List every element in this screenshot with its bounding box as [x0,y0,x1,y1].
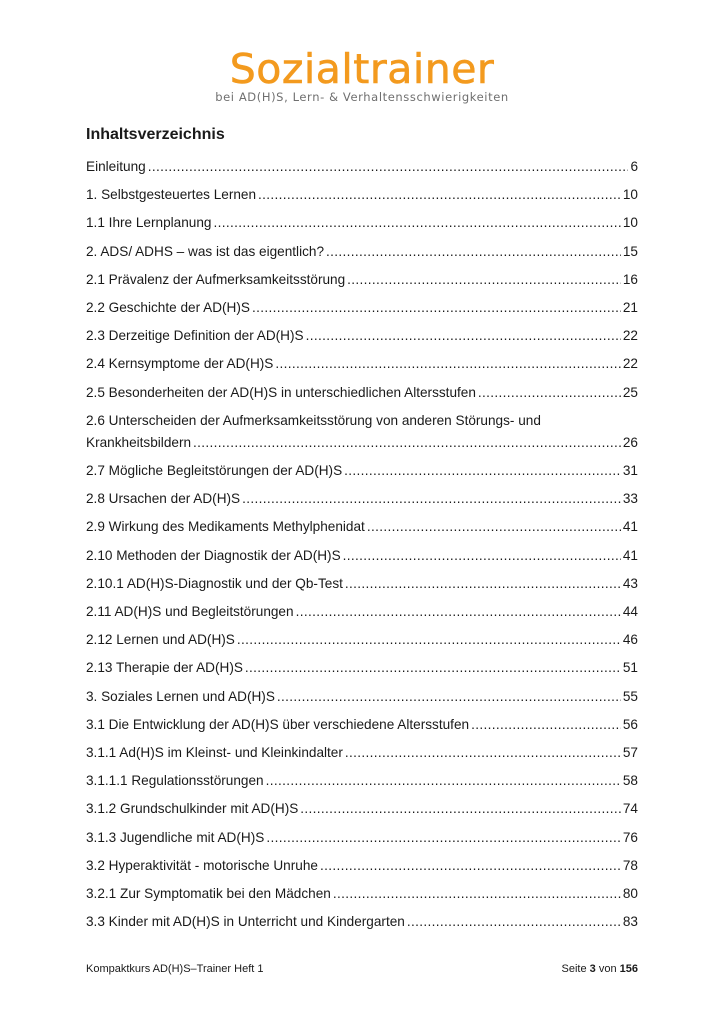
toc-entry-title: 2.4 Kernsymptome der AD(H)S [86,356,274,372]
toc-entry-line [86,297,638,319]
toc-entry[interactable] [86,241,638,263]
toc-entry-page: 76 [622,829,638,845]
toc-entry-title: 2.5 Besonderheiten der AD(H)S in unterschiedlichen Altersstufen [86,384,476,400]
dot-leader [266,827,621,849]
toc-entry-page: 31 [622,463,638,478]
toc-entry-title: 3.1 Die Entwicklung der AD(H)S über verschiedene Altersstufen [86,716,470,732]
toc-entry-title: 2.13 Therapie der AD(H)S [86,660,243,676]
toc-entry-page: 6 [630,159,638,174]
footer-page-number [562,962,639,976]
toc-entry-line [86,714,638,736]
dot-leader [347,269,621,291]
toc-entry[interactable] [86,601,638,623]
toc-entry-line [86,212,638,234]
toc-entry-title: 2.10.1 AD(H)S-Diagnostik und der Qb-Test [86,575,343,591]
toc-entry-page: 10 [622,215,638,231]
toc-entry[interactable] [86,460,638,482]
dot-leader [471,714,621,736]
footer-page-prefix: Seite [561,963,587,975]
dot-leader [367,516,621,538]
toc-entry-line [86,657,638,679]
toc-entry-title: 2.11 AD(H)S und Begleitstörungen [86,604,294,619]
toc-entry-title: 3.1.3 Jugendliche mit AD(H)S [86,829,265,845]
dot-leader [252,297,621,319]
dot-leader [266,770,621,792]
dot-leader [193,432,621,454]
toc-entry-title: Einleitung [86,159,146,174]
dot-leader [148,156,629,178]
toc-entry[interactable] [86,516,638,538]
toc-entry-line [86,742,638,764]
toc-entry-page: 57 [622,745,638,760]
toc-entry-line [86,827,638,849]
toc-entry-line [86,798,638,820]
toc-entry[interactable] [86,855,638,877]
toc-entry[interactable] [86,714,638,736]
toc-entry[interactable] [86,325,638,347]
toc-entry[interactable] [86,184,638,206]
toc-entry-page: 55 [622,688,638,704]
toc-entry-line [86,573,638,595]
toc-entry-line [86,629,638,651]
toc-entry-page: 33 [622,491,638,507]
toc-entry[interactable] [86,827,638,849]
toc-entry[interactable] [86,798,638,820]
toc-entry-line [86,353,638,375]
toc-entry-line [86,545,638,567]
toc-entry-title: 2.7 Mögliche Begleitstörungen der AD(H)S [86,463,343,478]
toc-entry-title: 3. Soziales Lernen und AD(H)S [86,688,275,704]
toc-entry[interactable] [86,686,638,708]
footer-page-sep: von [598,963,617,975]
toc-entry-page: 46 [622,632,638,648]
toc-entry[interactable] [86,382,638,404]
toc-entry-line [86,488,638,510]
dot-leader [306,325,621,347]
table-of-contents [86,124,638,930]
toc-entry-line [86,855,638,877]
dot-leader [320,855,621,877]
toc-entry-page: 22 [622,356,638,372]
toc-entry-page: 74 [622,801,638,817]
toc-entry-title: 3.3 Kinder mit AD(H)S in Unterricht und Kindergarten [86,914,405,930]
toc-entry-page: 78 [622,857,638,873]
toc-entry[interactable] [86,353,638,375]
dot-leader [296,601,621,623]
toc-entry-page: 16 [622,271,638,287]
toc-entry-page: 58 [622,773,638,789]
toc-entry-page: 51 [622,660,638,676]
dot-leader [407,911,621,933]
toc-entry-page: 10 [622,187,638,203]
toc-entry-page: 56 [622,716,638,732]
toc-entry[interactable] [86,269,638,291]
toc-entry-page: 21 [622,300,638,315]
toc-entry[interactable] [86,410,638,454]
dot-leader [277,686,621,708]
dot-leader [275,353,621,375]
toc-entry-page: 80 [622,886,638,901]
footer-course-title: Kompaktkurs AD(H)S–Trainer Heft 1 [86,963,264,975]
toc-entry-page: 41 [622,519,638,535]
toc-entry-page: 22 [622,328,638,344]
toc-entry-page: 26 [622,434,638,450]
dot-leader [242,488,621,510]
toc-entry-line [86,460,638,482]
toc-entry-title-line1: 2.6 Unterscheiden der Aufmerksamkeitsstörung von anderen Störungs- und [86,412,541,428]
toc-entry-line [86,911,638,933]
dot-leader [326,241,621,263]
dot-leader [300,798,621,820]
toc-entry-line [86,269,638,291]
toc-entry-title: 2. ADS/ ADHS – was ist das eigentlich? [86,243,325,259]
dot-leader [478,382,621,404]
toc-entry-title: 2.1 Prävalenz der Aufmerksamkeitsstörung [86,271,346,287]
toc-entry-title: 3.1.1.1 Regulationsstörungen [86,773,264,789]
toc-entry-title: 2.10 Methoden der Diagnostik der AD(H)S [86,547,341,563]
toc-entry-line [86,432,638,454]
toc-entry-page: 15 [622,243,638,259]
page-footer [86,962,638,976]
toc-entry-title: 2.2 Geschichte der AD(H)S [86,300,250,315]
toc-entry-title: 2.3 Derzeitige Definition der AD(H)S [86,328,304,344]
toc-entry-line [86,184,638,206]
toc-heading: Inhaltsverzeichnis [86,126,225,143]
toc-entry-line [86,382,638,404]
toc-entry-line [86,325,638,347]
toc-entry[interactable] [86,742,638,764]
toc-entry-title: 1. Selbstgesteuertes Lernen [86,187,257,203]
toc-entry-title: 2.9 Wirkung des Medikaments Methylphenidat [86,519,365,535]
dot-leader [245,657,621,679]
toc-entry-line [86,770,638,792]
toc-entry[interactable] [86,545,638,567]
logo-subtitle: bei AD(H)S, Lern- & Verhaltensschwierigkeiten [215,90,509,104]
dot-leader [333,883,621,905]
toc-entry[interactable] [86,883,638,905]
footer-page-total: 156 [619,963,638,975]
toc-entry-page: 83 [622,914,638,930]
toc-entry-title: 3.2 Hyperaktivität - motorische Unruhe [86,857,318,873]
footer-page-current: 3 [589,963,596,975]
toc-entry-title: 3.1.2 Grundschulkinder mit AD(H)S [86,801,299,817]
toc-entry-page: 25 [622,384,638,400]
toc-entry-title: 2.8 Ursachen der AD(H)S [86,491,241,507]
toc-entry-title: Krankheitsbildern [86,434,192,450]
dot-leader [343,545,621,567]
dot-leader [237,629,621,651]
toc-entry[interactable] [86,573,638,595]
toc-entry[interactable] [86,488,638,510]
toc-entry-line [86,516,638,538]
toc-entry[interactable] [86,770,638,792]
toc-entry-title: 2.12 Lernen und AD(H)S [86,632,235,648]
dot-leader [213,212,620,234]
toc-entry-page: 41 [622,547,638,563]
dot-leader [258,184,621,206]
dot-leader [345,573,621,595]
toc-entry-title: 3.2.1 Zur Symptomatik bei den Mädchen [86,886,331,901]
toc-entry[interactable] [86,156,638,178]
toc-entry[interactable] [86,629,638,651]
dot-leader [344,460,621,482]
toc-entry[interactable] [86,911,638,933]
logo [0,46,724,104]
logo-title: Sozialtrainer [229,45,495,93]
toc-entry-line [86,241,638,263]
toc-entry[interactable] [86,297,638,319]
toc-entry-line [86,156,638,178]
toc-entry-title: 1.1 Ihre Lernplanung [86,215,212,231]
toc-entry-line [86,686,638,708]
toc-entry-line [86,883,638,905]
toc-entry-line [86,601,638,623]
toc-entry-title: 3.1.1 Ad(H)S im Kleinst- und Kleinkindalter [86,745,343,760]
toc-entry-page: 43 [622,575,638,591]
toc-entry[interactable] [86,657,638,679]
toc-entry-page: 44 [622,604,638,619]
toc-entry[interactable] [86,212,638,234]
dot-leader [345,742,621,764]
